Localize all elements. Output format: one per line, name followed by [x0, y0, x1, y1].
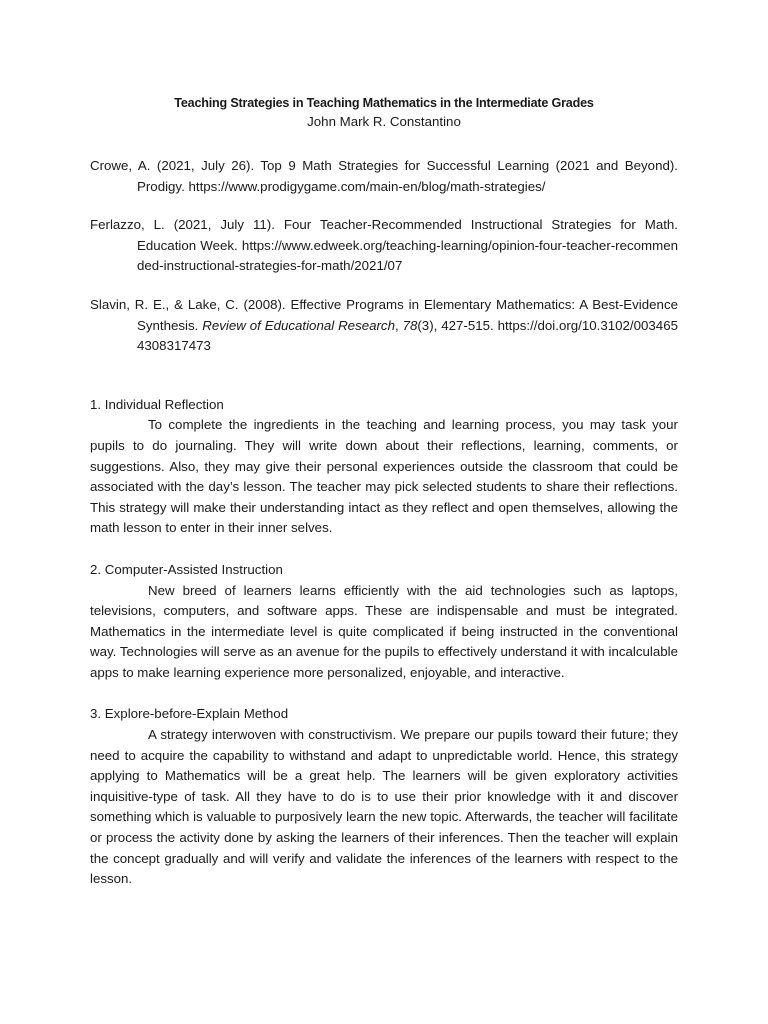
- reference-url: https://doi.org/10.3102/0034654308317473: [137, 317, 678, 354]
- section-body: New breed of learners learns efficiently with the aid technologies such as laptops, televisions, computers, and software apps. These are indispensable and must be integrated. Mathematics in the intermediate level is quite complicated if being instructed in the conventional way. Technologies will serve as an avenue for the pupils to effectively understand it with incalculable apps to make learning experience more personalized, enjoyable, and interactive.: [90, 582, 678, 680]
- section-heading: 2. Computer-Assisted Instruction: [90, 561, 283, 577]
- section-body: A strategy interwoven with constructivism. We prepare our pupils toward their future; they need to acquire the capability to withstand and adapt to unpredictable world. Hence, this strategy applying to Mathematics will be a great help. The learners will be given exploratory activities inquisitive-type of task. All they have to do is to use their prior knowledge with it and discover something which is valuable to purposively learn the new topic. Afterwards, the teacher will facilitate or process the activity done by asking the learners of their inferences. Then the teacher will explain the concept gradually and will verify and validate the inferences of the learners with respect to the lesson.: [90, 727, 678, 887]
- reference-url: https://www.prodigygame.com/main-en/blog/math-strategies/: [188, 178, 546, 194]
- reference-item: [90, 215, 678, 277]
- reference-volume: 78: [402, 317, 418, 333]
- document-title: Teaching Strategies in Teaching Mathematics in the Intermediate Grades: [174, 96, 594, 110]
- reference-text: Crowe, A. (2021, July 26). Top 9 Math Strategies for Successful Learning (2021 and Beyond). Prodigy.: [90, 158, 678, 194]
- reference-text: Slavin, R. E., & Lake, C. (2008). Effective Programs in Elementary Mathematics: A Best-Evidence Synthesis.: [90, 296, 678, 333]
- reference-item: [90, 156, 678, 197]
- section-heading: 1. Individual Reflection: [90, 396, 224, 412]
- reference-url: https://www.edweek.org/teaching-learning/opinion-four-teacher-recommended-instructional-strategies-for-math/2021/07: [137, 237, 678, 274]
- section-body: To complete the ingredients in the teaching and learning process, you may task your pupils to do journaling. They will write down about their reflections, learning, comments, or suggestions. Also, they may give their personal experiences outside the classroom that could be associated with the day’s lesson. The teacher may pick selected students to share their reflections. This strategy will make their understanding intact as they reflect and open themselves, allowing the math lesson to enter in their inner selves.: [90, 417, 678, 536]
- reference-text: Ferlazzo, L. (2021, July 11). Four Teacher-Recommended Instructional Strategies for Math. Education Week.: [90, 217, 678, 253]
- reference-issue-pages: (3), 427-515.: [417, 317, 494, 333]
- section-heading: 3. Explore-before-Explain Method: [90, 706, 289, 722]
- reference-item: Slavin, R. E., & Lake, C. (2008). Effective Programs in Elementary Mathematics: A Best-Evidence Synthesis. Review of Educational Research, 78(3), 427-515. https://doi.org/10.3102/0034654308317473: [90, 296, 678, 354]
- document-author: John Mark R. Constantino: [307, 114, 461, 129]
- reference-journal: Review of Educational Research: [202, 317, 395, 333]
